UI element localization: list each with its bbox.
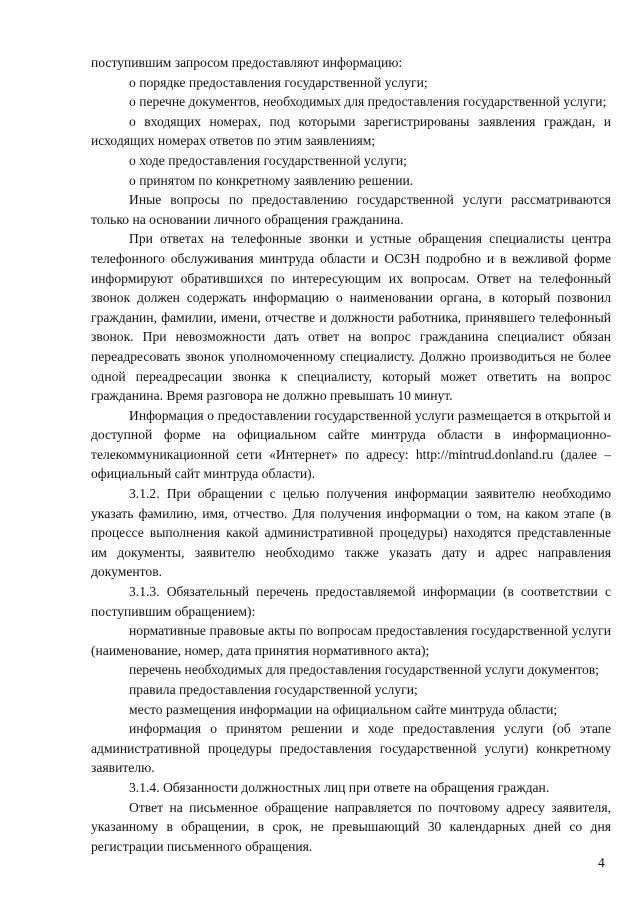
paragraph: информация о принятом решении и ходе предоставления услуги (об этапе административной процедуры предоставления государственной услуги) конкретному заявителю. — [91, 721, 611, 776]
paragraph: поступившим запросом предоставляют информацию: — [91, 55, 403, 70]
page-number: 4 — [598, 855, 605, 870]
paragraph: правила предоставления государственной услуги; — [129, 682, 418, 697]
paragraph: о перечне документов, необходимых для предоставления государственной услуги; — [129, 94, 607, 110]
paragraph: 3.1.3. Обязательный перечень предоставляемой информации (в соответствии с поступившим обращением): — [91, 584, 611, 619]
document-body — [91, 53, 611, 856]
paragraph: перечень необходимых для предоставления государственной услуги документов; — [129, 662, 599, 678]
paragraph: о порядке предоставления государственной услуги; — [129, 74, 428, 90]
paragraph: Ответ на письменное обращение направляется по почтовому адресу заявителя, указанному в обращении, в срок, не превышающий 30 календарных дней со дня регистрации письменного обращения. — [91, 799, 611, 854]
paragraph: Информация о предоставлении государственной услуги размещается в открытой и доступной форме на официальном сайте минтруда области в информационно-телекоммуникационной сети «Интернет» по адресу: http://mintrud.donland.ru (далее – официальный сайт минтруда области). — [91, 407, 611, 482]
paragraph: о принятом по конкретному заявлению решении. — [129, 172, 414, 188]
paragraph: При ответах на телефонные звонки и устные обращения специалисты центра телефонного обслуживания минтруда области и ОСЗН подробно и в вежливой форме информируют обратившихся по интересующим их вопросам. Ответ на телефонный звонок должен содержать информацию о наименовании органа, в который позвонил гражданин, фамилии, имени, отчестве и должности работника, принявшего телефонный звонок. При невозможности дать ответ на вопрос гражданина специалист обязан переадресовать звонок уполномоченному специалисту. Должно производиться не более одной переадресации звонка к специалисту, который может ответить на вопрос гражданина. Время разговора не должно превышать 10 минут. — [91, 231, 611, 404]
paragraph: место размещения информации на официальном сайте минтруда области; — [129, 701, 558, 717]
paragraph: о входящих номерах, под которыми зарегистрированы заявления граждан, и исходящих номерах ответов по этим заявлениям; — [91, 113, 611, 149]
paragraph: о ходе предоставления государственной услуги; — [129, 152, 407, 168]
paragraph: Иные вопросы по предоставлению государственной услуги рассматриваются только на основании личного обращения гражданина. — [91, 192, 611, 227]
paragraph: 3.1.4. Обязанности должностных лиц при ответе на обращения граждан. — [129, 779, 550, 795]
paragraph: 3.1.2. При обращении с целью получения информации заявителю необходимо указать фамилию, имя, отчество. Для получения информации о том, на каком этапе (в процессе выполнения какой административной процедуры) находятся представленные им документы, заявителю необходимо также указать дату и адрес направления документов. — [91, 486, 611, 580]
paragraph: нормативные правовые акты по вопросам предоставления государственной услуги (наименование, номер, дата принятия нормативного акта); — [91, 623, 611, 658]
